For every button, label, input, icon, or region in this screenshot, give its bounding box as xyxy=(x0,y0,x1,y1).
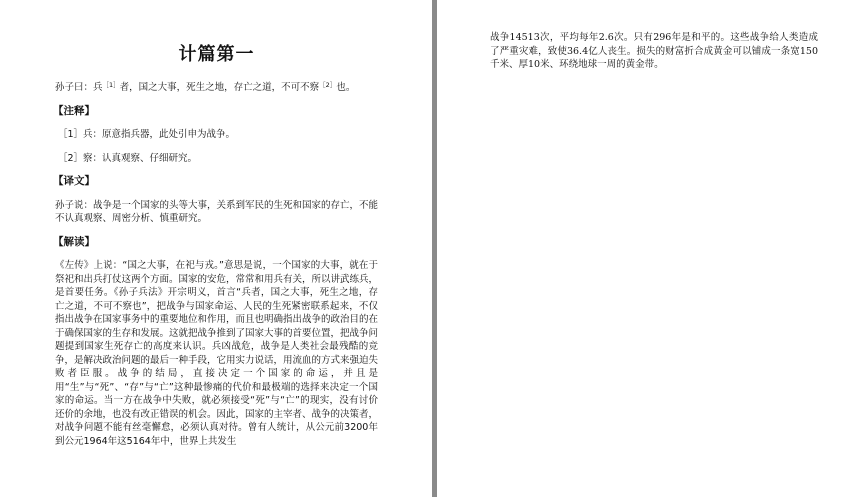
footnote-ref-2[interactable]: ［2］ xyxy=(319,81,337,89)
continuation-text: 战争14513次，平均每年2.6次。只有296年是和平的。这些战争给人类造成了严重灾难，致使36.4亿人丧生。损失的财富折合成黄金可以铺成一条宽150千米、厚10米、环绕地球一周的黄金带。 xyxy=(490,32,818,70)
notes-heading: 【注释】 xyxy=(53,104,95,117)
left-page-content xyxy=(55,40,378,448)
opening-text-pre: 孙子曰：兵 xyxy=(55,82,103,93)
note-item-1: ［1］兵：原意指兵器，此处引申为战争。 xyxy=(58,129,236,140)
translation-text: 孙子说：战争是一个国家的头等大事，关系到军民的生死和国家的存亡，不能不认真观察、周密分析、慎重研究。 xyxy=(55,199,379,224)
commentary-heading: 【解读】 xyxy=(53,235,95,248)
left-page xyxy=(0,0,432,497)
commentary-text: 《左传》上说：“国之大事，在祀与戎。”意思是说，一个国家的大事，就在于祭祀和出兵打仗这两个方面。国家的安危，常常和用兵有关，所以讲武练兵，是首要任务。《孙子兵法》开宗明义，首言“兵者，国之大事，死生之地，存亡之道，不可不察也”，把战争与国家命运、人民的生死紧密联系起来，不仅指出战争在国家事务中的重要地位和作用，而且也明确指出战争的政治目的在于确保国家的生存和发展。这就把战争推到了国家大事的首要位置，把战争问题提到国家生死存亡的高度来认识。兵凶战危，战争是人类社会最残酷的竞争，是解决政治问题的最后一种手段，它用实力说话，用流血的方式来强迫失败者臣服。战争的结局，直接决定一个国家的命运，并且是用“生”与“死”、“存”与“亡”这种最惨痛的代价和最极端的选择来决定一个国家的命运。当一方在战争中失败，就必须接受“死”与“亡”的现实，没有讨价还价的余地，也没有改正错误的机会。因此，国家的主宰者、战争的决策者，对战争问题不能有丝毫懈怠，必须认真对待。曾有人统计，从公元前3200年到公元1964年这5164年中，世界上共发生 xyxy=(55,260,379,447)
note-item-2: ［2］察：认真观察、仔细研究。 xyxy=(58,152,198,164)
opening-passage xyxy=(55,81,378,95)
opening-text-post: 也。 xyxy=(336,82,356,93)
right-page xyxy=(437,0,868,497)
footnote-ref-1[interactable]: ［1］ xyxy=(102,81,120,89)
opening-text-mid: 者，国之大事，死生之地，存亡之道，不可不察 xyxy=(119,82,320,93)
chapter-title: 计篇第一 xyxy=(178,44,255,65)
right-page-content xyxy=(490,31,818,72)
translation-heading: 【译文】 xyxy=(53,175,95,187)
